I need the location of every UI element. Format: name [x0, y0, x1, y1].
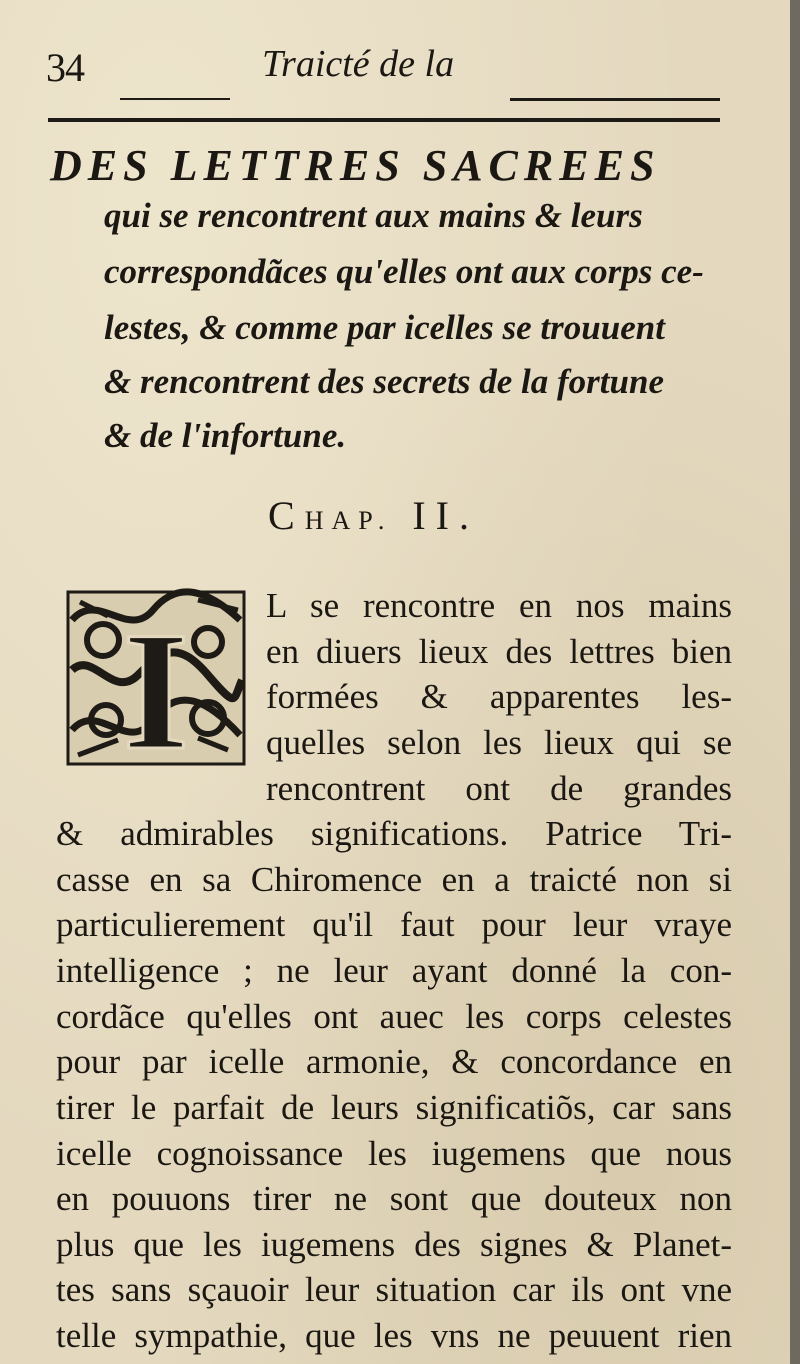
header-rule [48, 118, 720, 122]
section-title-line: correspondãces qu'elles ont aux corps ce- [104, 252, 704, 291]
chapter-label-initial: C [268, 493, 305, 538]
section-title-line: lestes, & comme par icelles se trouuent [104, 308, 665, 347]
body-line: & admirables significations. Patrice Tri- [56, 814, 732, 853]
chapter-label-rest: HAP. [304, 506, 393, 535]
body-line: casse en sa Chiromence en a traicté non si [56, 860, 732, 899]
header-rule-fragment-left [120, 98, 230, 100]
header-rule-fragment-right [510, 98, 720, 101]
ornament-initial-icon [58, 580, 254, 776]
section-title-line: & de l'infortune. [104, 416, 347, 455]
body-line: icelle cognoissance les iugemens que nous [56, 1134, 732, 1173]
body-line: pour par icelle armonie, & concordance en [56, 1042, 732, 1081]
page-number: 34 [46, 45, 84, 90]
body-line: particulierement qu'il faut pour leur vraye [56, 905, 732, 944]
body-line: rencontrent ont de grandes [266, 769, 732, 808]
initial-letter: I [122, 597, 190, 776]
chapter-heading [268, 492, 479, 539]
running-title: Traicté de la [262, 43, 455, 85]
body-line: quelles selon les lieux qui se [266, 723, 732, 762]
chapter-number: II. [412, 493, 479, 538]
body-line: tirer le parfait de leurs significatiõs, car sans [56, 1088, 732, 1127]
section-title-caps: DES LETTRES SACREES [50, 141, 661, 190]
body-line: formées & apparentes les- [266, 677, 732, 716]
body-line: intelligence ; ne leur ayant donné la con- [56, 951, 732, 990]
body-line: en diuers lieux des lettres bien [266, 632, 732, 671]
decorated-initial [58, 580, 254, 776]
body-line: tes sans sçauoir leur situation car ils ont vne [56, 1270, 732, 1309]
body-line: telle sympathie, que les vns ne peuuent rien [56, 1316, 732, 1355]
section-title-line: qui se rencontrent aux mains & leurs [104, 196, 643, 235]
body-line: plus que les iugemens des signes & Planet- [56, 1225, 732, 1264]
body-line: cordãce qu'elles ont auec les corps celestes [56, 997, 732, 1036]
body-line: L se rencontre en nos mains [266, 586, 732, 625]
section-title-line: & rencontrent des secrets de la fortune [104, 362, 664, 401]
body-line: en pouuons tirer ne sont que douteux non [56, 1179, 732, 1218]
